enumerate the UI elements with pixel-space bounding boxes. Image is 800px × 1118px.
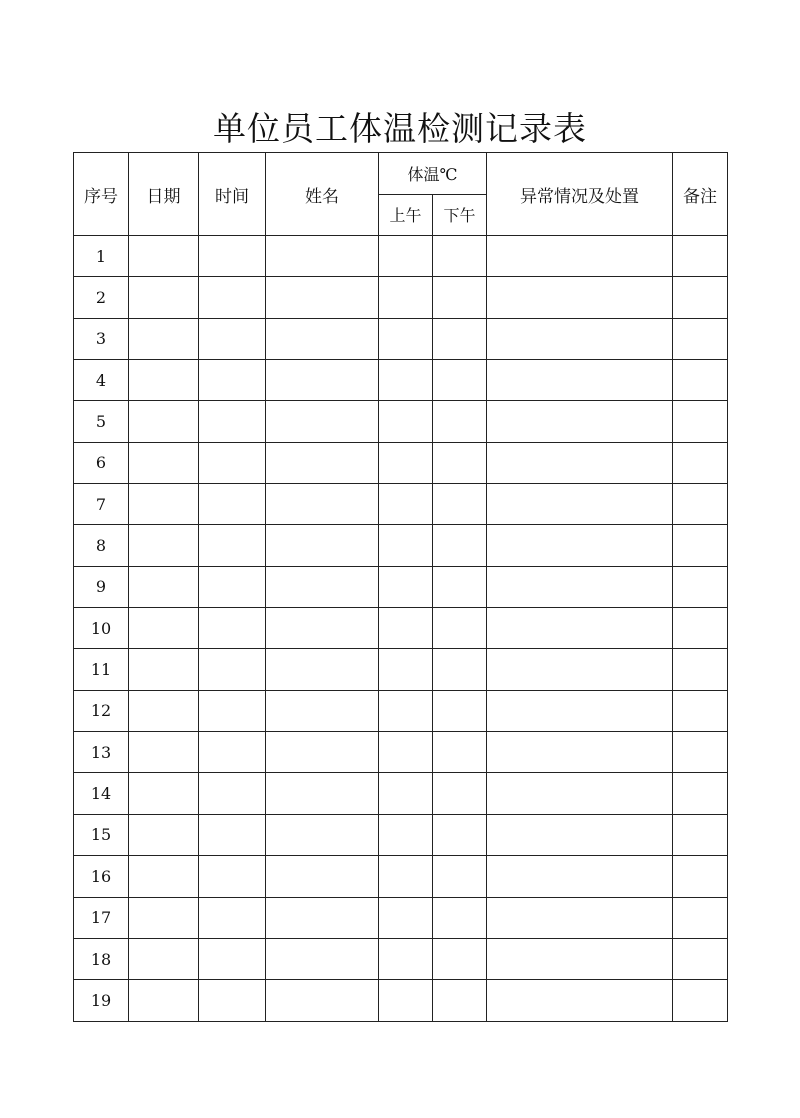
date-cell[interactable] xyxy=(129,442,199,483)
morning-temp-cell[interactable] xyxy=(379,484,433,525)
afternoon-temp-cell[interactable] xyxy=(433,608,487,649)
header-afternoon: 下午 xyxy=(433,194,487,236)
table-row xyxy=(74,649,728,690)
table-row xyxy=(74,814,728,855)
anomaly-cell[interactable] xyxy=(487,360,673,401)
date-cell[interactable] xyxy=(129,484,199,525)
header-anomaly: 异常情况及处置 xyxy=(487,153,673,236)
date-cell[interactable] xyxy=(129,732,199,773)
name-cell[interactable] xyxy=(266,814,379,855)
table-row xyxy=(74,938,728,979)
row-index: 17 xyxy=(74,897,129,938)
remarks-cell[interactable] xyxy=(673,856,728,897)
afternoon-temp-cell[interactable] xyxy=(433,649,487,690)
date-cell[interactable] xyxy=(129,401,199,442)
table-row xyxy=(74,484,728,525)
row-index: 2 xyxy=(74,277,129,318)
afternoon-temp-cell[interactable] xyxy=(433,318,487,359)
anomaly-cell[interactable] xyxy=(487,897,673,938)
remarks-cell[interactable] xyxy=(673,732,728,773)
anomaly-cell[interactable] xyxy=(487,484,673,525)
table-row xyxy=(74,773,728,814)
afternoon-temp-cell[interactable] xyxy=(433,566,487,607)
afternoon-temp-cell[interactable] xyxy=(433,442,487,483)
row-index: 10 xyxy=(74,608,129,649)
row-index: 1 xyxy=(74,236,129,277)
row-index: 12 xyxy=(74,690,129,731)
date-cell[interactable] xyxy=(129,608,199,649)
table-row xyxy=(74,401,728,442)
row-index: 18 xyxy=(74,938,129,979)
time-cell[interactable] xyxy=(199,236,266,277)
remarks-cell[interactable] xyxy=(673,401,728,442)
afternoon-temp-cell[interactable] xyxy=(433,938,487,979)
date-cell[interactable] xyxy=(129,318,199,359)
row-index: 11 xyxy=(74,649,129,690)
afternoon-temp-cell[interactable] xyxy=(433,690,487,731)
morning-temp-cell[interactable] xyxy=(379,566,433,607)
table-row xyxy=(74,318,728,359)
name-cell[interactable] xyxy=(266,732,379,773)
name-cell[interactable] xyxy=(266,980,379,1021)
time-cell[interactable] xyxy=(199,318,266,359)
name-cell[interactable] xyxy=(266,897,379,938)
morning-temp-cell[interactable] xyxy=(379,690,433,731)
row-index: 3 xyxy=(74,318,129,359)
name-cell[interactable] xyxy=(266,360,379,401)
time-cell[interactable] xyxy=(199,732,266,773)
time-cell[interactable] xyxy=(199,814,266,855)
row-index: 8 xyxy=(74,525,129,566)
date-cell[interactable] xyxy=(129,938,199,979)
name-cell[interactable] xyxy=(266,608,379,649)
morning-temp-cell[interactable] xyxy=(379,649,433,690)
date-cell[interactable] xyxy=(129,360,199,401)
name-cell[interactable] xyxy=(266,236,379,277)
name-cell[interactable] xyxy=(266,442,379,483)
name-cell[interactable] xyxy=(266,773,379,814)
header-index: 序号 xyxy=(74,153,129,236)
row-index: 4 xyxy=(74,360,129,401)
date-cell[interactable] xyxy=(129,856,199,897)
time-cell[interactable] xyxy=(199,360,266,401)
time-cell[interactable] xyxy=(199,608,266,649)
name-cell[interactable] xyxy=(266,277,379,318)
afternoon-temp-cell[interactable] xyxy=(433,897,487,938)
row-index: 9 xyxy=(74,566,129,607)
row-index: 15 xyxy=(74,814,129,855)
remarks-cell[interactable] xyxy=(673,442,728,483)
afternoon-temp-cell[interactable] xyxy=(433,773,487,814)
remarks-cell[interactable] xyxy=(673,525,728,566)
anomaly-cell[interactable] xyxy=(487,401,673,442)
anomaly-cell[interactable] xyxy=(487,236,673,277)
table-body xyxy=(74,236,728,1022)
time-cell[interactable] xyxy=(199,525,266,566)
table-row xyxy=(74,897,728,938)
date-cell[interactable] xyxy=(129,814,199,855)
afternoon-temp-cell[interactable] xyxy=(433,484,487,525)
remarks-cell[interactable] xyxy=(673,608,728,649)
morning-temp-cell[interactable] xyxy=(379,856,433,897)
remarks-cell[interactable] xyxy=(673,277,728,318)
table-row xyxy=(74,360,728,401)
anomaly-cell[interactable] xyxy=(487,277,673,318)
remarks-cell[interactable] xyxy=(673,318,728,359)
time-cell[interactable] xyxy=(199,484,266,525)
morning-temp-cell[interactable] xyxy=(379,608,433,649)
table-row xyxy=(74,236,728,277)
name-cell[interactable] xyxy=(266,401,379,442)
header-remarks: 备注 xyxy=(673,153,728,236)
row-index: 19 xyxy=(74,980,129,1021)
remarks-cell[interactable] xyxy=(673,484,728,525)
afternoon-temp-cell[interactable] xyxy=(433,856,487,897)
name-cell[interactable] xyxy=(266,566,379,607)
table-row xyxy=(74,980,728,1021)
remarks-cell[interactable] xyxy=(673,938,728,979)
date-cell[interactable] xyxy=(129,773,199,814)
morning-temp-cell[interactable] xyxy=(379,401,433,442)
time-cell[interactable] xyxy=(199,856,266,897)
header-temperature: 体温℃ xyxy=(379,153,487,195)
time-cell[interactable] xyxy=(199,401,266,442)
name-cell[interactable] xyxy=(266,938,379,979)
time-cell[interactable] xyxy=(199,773,266,814)
name-cell[interactable] xyxy=(266,690,379,731)
time-cell[interactable] xyxy=(199,690,266,731)
remarks-cell[interactable] xyxy=(673,980,728,1021)
anomaly-cell[interactable] xyxy=(487,566,673,607)
remarks-cell[interactable] xyxy=(673,566,728,607)
table-row xyxy=(74,690,728,731)
anomaly-cell[interactable] xyxy=(487,732,673,773)
anomaly-cell[interactable] xyxy=(487,608,673,649)
anomaly-cell[interactable] xyxy=(487,442,673,483)
temperature-record-table xyxy=(73,152,728,1022)
afternoon-temp-cell[interactable] xyxy=(433,980,487,1021)
time-cell[interactable] xyxy=(199,897,266,938)
morning-temp-cell[interactable] xyxy=(379,980,433,1021)
morning-temp-cell[interactable] xyxy=(379,525,433,566)
afternoon-temp-cell[interactable] xyxy=(433,401,487,442)
anomaly-cell[interactable] xyxy=(487,318,673,359)
row-index: 14 xyxy=(74,773,129,814)
name-cell[interactable] xyxy=(266,318,379,359)
morning-temp-cell[interactable] xyxy=(379,360,433,401)
header-row-top xyxy=(74,153,728,195)
anomaly-cell[interactable] xyxy=(487,814,673,855)
time-cell[interactable] xyxy=(199,649,266,690)
date-cell[interactable] xyxy=(129,566,199,607)
afternoon-temp-cell[interactable] xyxy=(433,236,487,277)
morning-temp-cell[interactable] xyxy=(379,814,433,855)
date-cell[interactable] xyxy=(129,525,199,566)
name-cell[interactable] xyxy=(266,484,379,525)
date-cell[interactable] xyxy=(129,236,199,277)
anomaly-cell[interactable] xyxy=(487,690,673,731)
table-row xyxy=(74,856,728,897)
anomaly-cell[interactable] xyxy=(487,649,673,690)
anomaly-cell[interactable] xyxy=(487,980,673,1021)
afternoon-temp-cell[interactable] xyxy=(433,525,487,566)
date-cell[interactable] xyxy=(129,980,199,1021)
header-morning: 上午 xyxy=(379,194,433,236)
time-cell[interactable] xyxy=(199,442,266,483)
row-index: 6 xyxy=(74,442,129,483)
afternoon-temp-cell[interactable] xyxy=(433,814,487,855)
name-cell[interactable] xyxy=(266,525,379,566)
row-index: 5 xyxy=(74,401,129,442)
anomaly-cell[interactable] xyxy=(487,525,673,566)
time-cell[interactable] xyxy=(199,277,266,318)
morning-temp-cell[interactable] xyxy=(379,236,433,277)
page-title: 单位员工体温检测记录表 xyxy=(213,109,587,148)
morning-temp-cell[interactable] xyxy=(379,318,433,359)
anomaly-cell[interactable] xyxy=(487,938,673,979)
row-index: 16 xyxy=(74,856,129,897)
morning-temp-cell[interactable] xyxy=(379,732,433,773)
morning-temp-cell[interactable] xyxy=(379,442,433,483)
remarks-cell[interactable] xyxy=(673,649,728,690)
header-date: 日期 xyxy=(129,153,199,236)
header-name: 姓名 xyxy=(266,153,379,236)
time-cell[interactable] xyxy=(199,938,266,979)
row-index: 7 xyxy=(74,484,129,525)
remarks-cell[interactable] xyxy=(673,360,728,401)
morning-temp-cell[interactable] xyxy=(379,938,433,979)
table-row xyxy=(74,566,728,607)
row-index: 13 xyxy=(74,732,129,773)
table-row xyxy=(74,525,728,566)
date-cell[interactable] xyxy=(129,690,199,731)
time-cell[interactable] xyxy=(199,566,266,607)
remarks-cell[interactable] xyxy=(673,690,728,731)
name-cell[interactable] xyxy=(266,856,379,897)
afternoon-temp-cell[interactable] xyxy=(433,732,487,773)
date-cell[interactable] xyxy=(129,897,199,938)
remarks-cell[interactable] xyxy=(673,814,728,855)
table-row xyxy=(74,732,728,773)
afternoon-temp-cell[interactable] xyxy=(433,360,487,401)
name-cell[interactable] xyxy=(266,649,379,690)
table-row xyxy=(74,442,728,483)
date-cell[interactable] xyxy=(129,649,199,690)
morning-temp-cell[interactable] xyxy=(379,897,433,938)
anomaly-cell[interactable] xyxy=(487,773,673,814)
anomaly-cell[interactable] xyxy=(487,856,673,897)
table-row xyxy=(74,277,728,318)
date-cell[interactable] xyxy=(129,277,199,318)
time-cell[interactable] xyxy=(199,980,266,1021)
header-time: 时间 xyxy=(199,153,266,236)
table-row xyxy=(74,608,728,649)
afternoon-temp-cell[interactable] xyxy=(433,277,487,318)
morning-temp-cell[interactable] xyxy=(379,773,433,814)
remarks-cell[interactable] xyxy=(673,773,728,814)
remarks-cell[interactable] xyxy=(673,897,728,938)
remarks-cell[interactable] xyxy=(673,236,728,277)
morning-temp-cell[interactable] xyxy=(379,277,433,318)
